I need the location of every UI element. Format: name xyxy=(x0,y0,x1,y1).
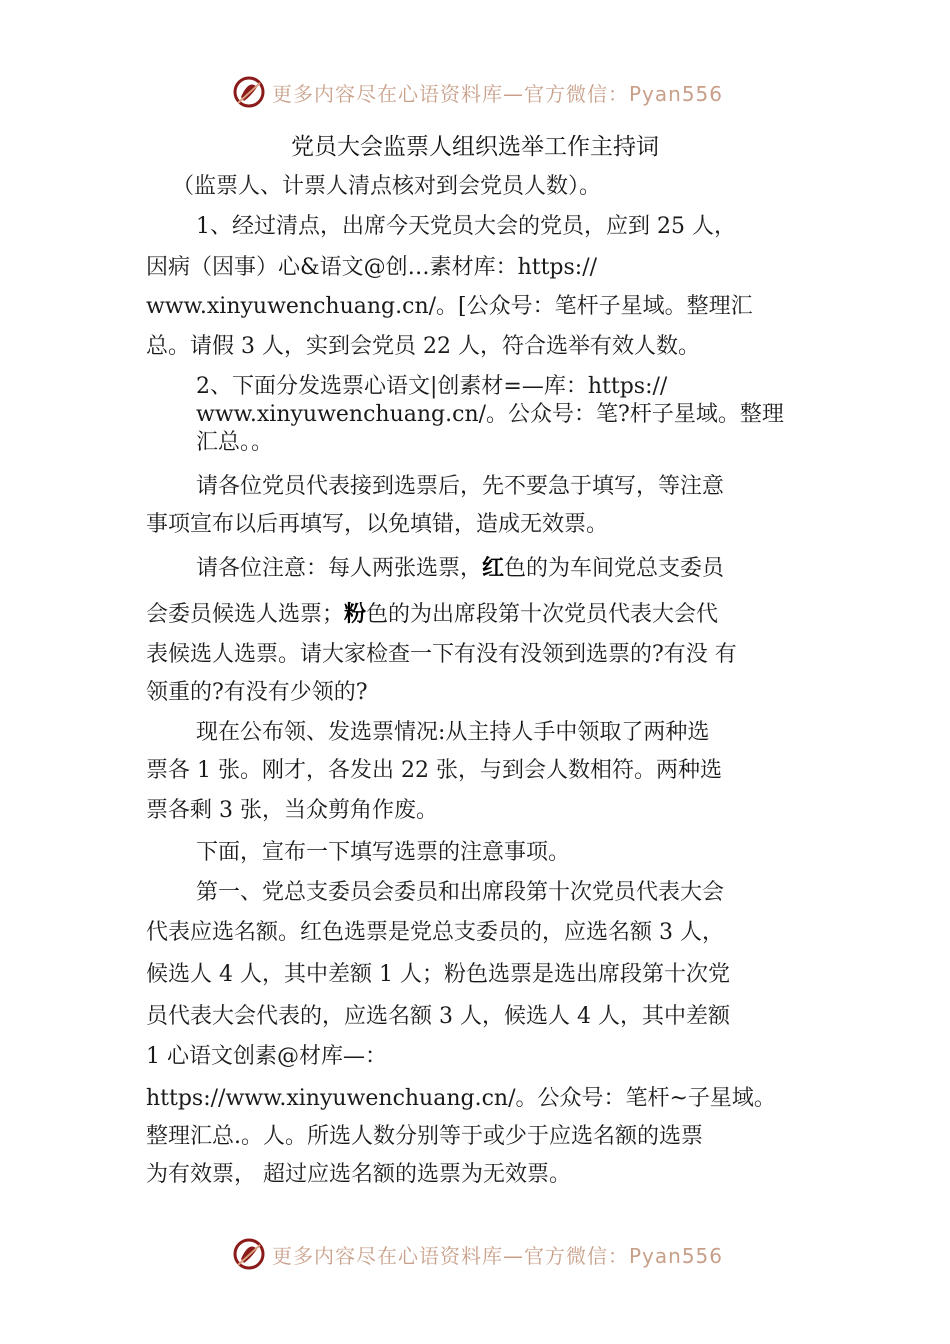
text-line: （监票人、计票人清点核对到会党员人数）。 xyxy=(172,174,602,199)
text-line: 请各位党员代表接到选票后，先不要急于填写，等注意 xyxy=(196,474,725,499)
text-line: 员代表大会代表的，应选名额 3 人，候选人 4 人，其中差额 xyxy=(146,1004,730,1029)
text-line: 代表应选名额。红色选票是党总支委员的，应选名额 3 人， xyxy=(146,920,724,945)
text-line: 票各剩 3 张，当众剪角作废。 xyxy=(146,798,438,823)
header-banner xyxy=(232,70,752,114)
text-line: 票各 1 张。刚才，各发出 22 张，与到会人数相符。两种选 xyxy=(146,758,722,783)
pink-line-suffix: 色的为出席段第十次党员代表大会代 xyxy=(366,602,719,627)
text-line: 整理汇总.。人。所选人数分别等于或少于应选名额的选票 xyxy=(146,1124,703,1149)
text-line: https://www.xinyuwenchuang.cn/。公众号：笔杆~子星域。 xyxy=(146,1086,776,1111)
text-line: 1、经过清点，出席今天党员大会的党员，应到 25 人， xyxy=(196,214,736,239)
text-line: 1 心语文创素@材库—： xyxy=(146,1044,387,1069)
text-line: 表候选人选票。请大家检查一下有没有没领到选票的?有没 有 xyxy=(146,642,737,667)
text-line: 2、下面分发选票心语文|创素材=—库：https:// xyxy=(196,374,668,399)
text-line: 事项宣布以后再填写，以免填错，造成无效票。 xyxy=(146,512,609,537)
banner-text: 更多内容尽在心语资料库—官方微信：Pyan556 xyxy=(272,1243,724,1268)
footer-banner xyxy=(232,1232,752,1276)
text-line: 为有效票， 超过应选名额的选票为无效票。 xyxy=(146,1162,571,1187)
text-line: 汇总。。 xyxy=(196,430,274,455)
notice-prefix: 请各位注意：每人两张选票， xyxy=(196,556,483,581)
text-line: 现在公布领、发选票情况:从主持人手中领取了两种选 xyxy=(196,720,710,745)
pink-line xyxy=(146,600,718,630)
notice-line xyxy=(196,554,724,584)
banner-text: 更多内容尽在心语资料库—官方微信：Pyan556 xyxy=(272,81,724,106)
seal-logo-icon xyxy=(232,1237,266,1271)
text-line: 总。请假 3 人，实到会党员 22 人，符合选举有效人数。 xyxy=(146,334,700,359)
pink-bold-word: 粉 xyxy=(344,602,367,627)
text-line: www.xinyuwenchuang.cn/。[公众号：笔杆子星域。整理汇 xyxy=(146,294,753,319)
text-line: 第一、党总支委员会委员和出席段第十次党员代表大会 xyxy=(196,880,725,905)
text-line: 候选人 4 人，其中差额 1 人；粉色选票是选出席段第十次党 xyxy=(146,962,730,987)
text-line: www.xinyuwenchuang.cn/。公众号：笔?杆子星域。整理 xyxy=(196,402,784,427)
text-line: 因病（因事）心&语文@创…素材库：https:// xyxy=(146,255,598,280)
text-line: 下面，宣布一下填写选票的注意事项。 xyxy=(196,840,571,865)
notice-suffix: 色的为车间党总支委员 xyxy=(504,556,725,581)
seal-logo-icon xyxy=(232,75,266,109)
page-title: 党员大会监票人组织选举工作主持词 xyxy=(291,134,659,160)
notice-red-word: 红 xyxy=(482,556,505,581)
text-line: 领重的?有没有少领的? xyxy=(146,680,368,705)
pink-line-prefix: 会委员候选人选票； xyxy=(146,602,345,627)
